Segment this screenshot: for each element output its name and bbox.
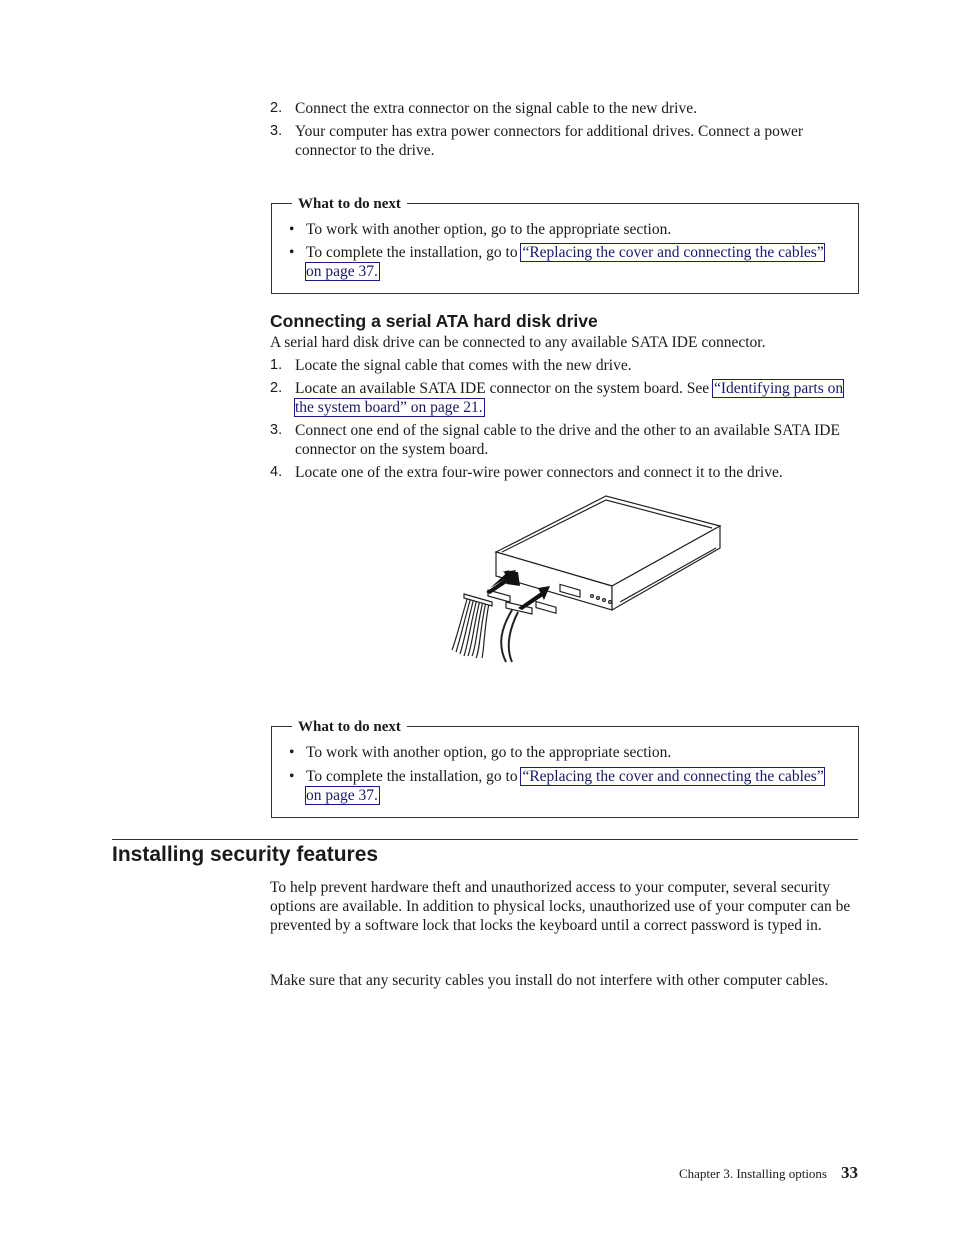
chapter-label: Chapter 3. Installing options xyxy=(678,1166,827,1181)
section-rule xyxy=(112,839,858,840)
bullet-text xyxy=(306,767,839,805)
step-text xyxy=(295,379,860,417)
step-number: 4. xyxy=(270,464,283,480)
replacing-cover-link[interactable]: “Replacing the cover and connecting the cables” on page 37. xyxy=(306,768,824,804)
step-3-top xyxy=(270,122,830,160)
security-paragraph: Make sure that any security cables you install do not interfere with other computer cables. xyxy=(270,972,829,989)
step-2-top xyxy=(270,99,860,118)
bullet-item xyxy=(289,243,839,281)
bullet-item xyxy=(289,767,839,805)
step-number: 2. xyxy=(270,380,283,396)
sata-step-2 xyxy=(270,379,860,417)
step-number: 3. xyxy=(270,422,283,438)
sata-step-1 xyxy=(270,356,860,375)
bullet-item xyxy=(289,220,839,239)
step-text: Your computer has extra power connectors for additional drives. Connect a power connector to the drive. xyxy=(295,123,804,159)
section-heading: Installing security features xyxy=(112,843,379,866)
step-number: 1. xyxy=(270,357,283,373)
identifying-parts-link[interactable]: “Identifying parts on the system board” on page 21. xyxy=(295,380,844,416)
replacing-cover-link[interactable]: “Replacing the cover and connecting the cables” on page 37. xyxy=(306,244,824,280)
step-prefix: Locate an available SATA IDE connector on the system board. See xyxy=(295,380,710,397)
security-paragraph: To help prevent hardware theft and unauthorized access to your computer, several security options are available. In addition to physical locks, unauthorized use of your computer can be prevented by a software lock that locks the keyboard until a correct password is typed in. xyxy=(270,879,851,934)
page-footer xyxy=(679,1163,858,1183)
what-to-do-next-box xyxy=(271,719,859,818)
bullet-text xyxy=(306,243,839,281)
bullet-dot: • xyxy=(289,768,295,785)
bullet-item xyxy=(289,743,839,762)
step-number: 2. xyxy=(270,100,283,116)
sata-intro: A serial hard disk drive can be connected to any available SATA IDE connector. xyxy=(270,334,766,351)
box-title: What to do next xyxy=(292,195,407,213)
step-text: Locate one of the extra four-wire power connectors and connect it to the drive. xyxy=(295,464,783,481)
step-number: 3. xyxy=(270,123,283,139)
step-text: Locate the signal cable that comes with the new drive. xyxy=(295,357,632,374)
box-title: What to do next xyxy=(292,718,407,736)
bullet-prefix: To complete the installation, go to xyxy=(306,768,518,785)
bullet-dot: • xyxy=(289,244,295,261)
step-text: Connect one end of the signal cable to the drive and the other to an available SATA IDE connector on the system board. xyxy=(295,422,840,458)
bullet-text: To work with another option, go to the appropriate section. xyxy=(306,221,672,238)
bullet-prefix: To complete the installation, go to xyxy=(306,244,518,261)
sata-drive-illustration xyxy=(440,490,730,670)
bullet-text: To work with another option, go to the appropriate section. xyxy=(306,744,672,761)
page-number: 33 xyxy=(841,1163,858,1182)
bullet-dot: • xyxy=(289,221,295,238)
what-to-do-next-box xyxy=(271,196,859,294)
bullet-dot: • xyxy=(289,744,295,761)
sata-step-3 xyxy=(270,421,850,459)
step-text: Connect the extra connector on the signal cable to the new drive. xyxy=(295,100,697,117)
section-heading: Connecting a serial ATA hard disk drive xyxy=(270,311,598,331)
sata-step-4 xyxy=(270,463,870,482)
